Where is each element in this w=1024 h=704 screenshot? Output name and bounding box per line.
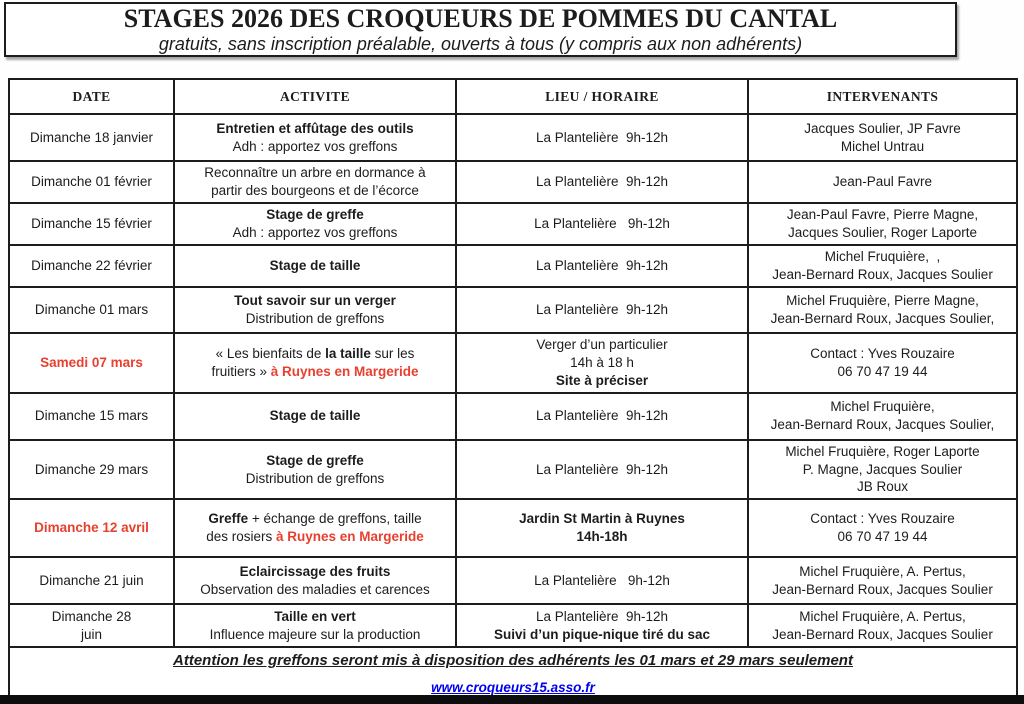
- activity-text-line: des rosiers à Ruynes en Margeride: [206, 529, 424, 545]
- date-cell: [9, 287, 174, 333]
- intervenants-cell: [748, 203, 1017, 245]
- date-cell: [9, 333, 174, 393]
- date-text-line: juin: [80, 626, 102, 642]
- activity-cell: [174, 440, 456, 500]
- table-row: [9, 499, 1017, 557]
- table-row: [9, 440, 1017, 500]
- date-cell: [9, 557, 174, 604]
- activity-cell: [174, 203, 456, 245]
- activity-cell: [174, 333, 456, 393]
- lieu-text-line: Site à préciser: [555, 372, 649, 388]
- activity-text-line: fruitiers » à Ruynes en Margeride: [211, 363, 419, 379]
- intervenants-text-line: Jean-Paul Favre: [832, 173, 933, 189]
- intervenants-cell: [748, 393, 1017, 440]
- date-text-line: Samedi 07 mars: [40, 354, 143, 370]
- intervenants-cell: [748, 245, 1017, 287]
- activity-text-line: Adh : apportez vos greffons: [232, 224, 398, 240]
- table-header-row: [9, 79, 1017, 114]
- lieu-text-line: La Plantelière 9h-12h: [535, 301, 669, 317]
- lieu-cell: [456, 333, 748, 393]
- activity-text-line: Distribution de greffons: [245, 470, 385, 486]
- activity-text-line: Stage de taille: [269, 408, 361, 424]
- lieu-text-line: Jardin St Martin à Ruynes: [519, 511, 685, 527]
- date-cell: [9, 440, 174, 500]
- intervenants-cell: [748, 557, 1017, 604]
- lieu-cell: [456, 203, 748, 245]
- date-text-line: Dimanche 01 février: [31, 173, 152, 189]
- date-text-line: Dimanche 28: [51, 608, 132, 624]
- activity-text-line: Stage de greffe: [266, 452, 364, 468]
- table-row: [9, 557, 1017, 604]
- column-header-date: DATE: [9, 79, 174, 114]
- intervenants-cell: [748, 333, 1017, 393]
- date-cell: [9, 114, 174, 161]
- page-subtitle: gratuits, sans inscription préalable, ouverts à tous (y compris aux non adhérents): [158, 33, 803, 54]
- activity-text-line: Stage de greffe: [266, 206, 364, 222]
- intervenants-text-line: Michel Fruquière,: [830, 399, 935, 415]
- date-text-line: Dimanche 12 avril: [34, 520, 149, 536]
- activity-text-line: Entretien et affûtage des outils: [216, 120, 414, 136]
- activity-text-line: « Les bienfaits de la taille sur les: [215, 345, 415, 361]
- column-header-intervenants: INTERVENANTS: [748, 79, 1017, 114]
- lieu-text-line: La Plantelière 9h-12h: [535, 257, 669, 273]
- table-row: [9, 393, 1017, 440]
- lieu-text-line: La Plantelière 9h-12h: [535, 129, 669, 145]
- lieu-text-line: 14h-18h: [576, 529, 628, 545]
- table-row: [9, 203, 1017, 245]
- intervenants-cell: [748, 604, 1017, 647]
- lieu-text-line: La Plantelière 9h-12h: [535, 408, 669, 424]
- intervenants-text-line: 06 70 47 19 44: [837, 529, 928, 545]
- intervenants-text-line: Michel Fruquière, Pierre Magne,: [786, 292, 979, 308]
- lieu-cell: [456, 114, 748, 161]
- date-text-line: Dimanche 01 mars: [34, 301, 149, 317]
- activity-text-line: Influence majeure sur la production: [209, 626, 421, 642]
- intervenants-cell: [748, 114, 1017, 161]
- lieu-text-line: Verger d’un particulier: [536, 336, 668, 352]
- lieu-text-line: La Plantelière 9h-12h: [535, 608, 669, 624]
- activity-text-line: Tout savoir sur un verger: [234, 292, 396, 308]
- intervenants-cell: [748, 161, 1017, 203]
- table-row: [9, 333, 1017, 393]
- intervenants-text-line: Contact : Yves Rouzaire: [810, 511, 955, 527]
- date-text-line: Dimanche 22 février: [31, 257, 152, 273]
- date-text-line: Dimanche 15 mars: [34, 408, 149, 424]
- intervenants-text-line: Jean-Bernard Roux, Jacques Soulier: [772, 626, 993, 642]
- schedule-table: [8, 78, 1018, 703]
- date-cell: [9, 203, 174, 245]
- activity-text-line: Distribution de greffons: [245, 310, 385, 326]
- lieu-cell: [456, 499, 748, 557]
- activity-cell: [174, 245, 456, 287]
- date-cell: [9, 245, 174, 287]
- activity-text-line: Eclaircissage des fruits: [239, 563, 391, 579]
- intervenants-text-line: Jean-Paul Favre, Pierre Magne,: [786, 206, 979, 222]
- activity-cell: [174, 604, 456, 647]
- intervenants-text-line: P. Magne, Jacques Soulier: [802, 461, 963, 477]
- intervenants-text-line: Michel Fruquière, A. Pertus,: [799, 608, 966, 624]
- activity-text-line: Greffe + échange de greffons, taille: [208, 511, 422, 527]
- intervenants-text-line: 06 70 47 19 44: [837, 363, 928, 379]
- date-cell: [9, 161, 174, 203]
- lieu-text-line: 14h à 18 h: [570, 354, 634, 370]
- table-row: [9, 161, 1017, 203]
- lieu-text-line: La Plantelière 9h-12h: [534, 572, 670, 588]
- table-row: [9, 287, 1017, 333]
- title-box: [4, 2, 957, 57]
- activity-cell: [174, 393, 456, 440]
- activity-text-line: Stage de taille: [269, 257, 361, 273]
- lieu-cell: [456, 161, 748, 203]
- lieu-cell: [456, 393, 748, 440]
- intervenants-cell: [748, 499, 1017, 557]
- activity-text-line: Taille en vert: [274, 608, 356, 624]
- intervenants-text-line: Jacques Soulier, Roger Laporte: [787, 224, 978, 240]
- intervenants-text-line: Jean-Bernard Roux, Jacques Soulier: [772, 266, 993, 282]
- date-text-line: Dimanche 15 février: [31, 215, 152, 231]
- intervenants-text-line: Michel Untrau: [840, 138, 925, 154]
- lieu-cell: [456, 557, 748, 604]
- intervenants-text-line: Jean-Bernard Roux, Jacques Soulier,: [770, 417, 995, 433]
- date-text-line: Dimanche 21 juin: [39, 572, 144, 588]
- table-row: [9, 114, 1017, 161]
- intervenants-text-line: Jacques Soulier, JP Favre: [804, 120, 961, 136]
- column-header-lieu-horaire: LIEU / HORAIRE: [456, 79, 748, 114]
- lieu-text-line: La Plantelière 9h-12h: [534, 215, 670, 231]
- lieu-cell: [456, 440, 748, 500]
- intervenants-text-line: Contact : Yves Rouzaire: [810, 345, 955, 361]
- date-cell: [9, 604, 174, 647]
- lieu-text-line: La Plantelière 9h-12h: [535, 173, 669, 189]
- activity-cell: [174, 557, 456, 604]
- activity-text-line: Adh : apportez vos greffons: [232, 138, 398, 154]
- activity-text-line: partir des bourgeons et de l’écorce: [211, 182, 419, 198]
- date-text-line: Dimanche 18 janvier: [29, 129, 154, 145]
- footer-notice: Attention les greffons seront mis à disposition des adhérents les 01 mars et 29 mars seulement: [173, 652, 853, 670]
- activity-cell: [174, 161, 456, 203]
- website-link[interactable]: www.croqueurs15.asso.fr: [431, 680, 595, 696]
- date-cell: [9, 393, 174, 440]
- page-title: STAGES 2026 DES CROQUEURS DE POMMES DU CANTAL: [123, 3, 838, 33]
- intervenants-text-line: Michel Fruquière, A. Pertus,: [799, 563, 966, 579]
- activity-cell: [174, 499, 456, 557]
- table-row: [9, 604, 1017, 647]
- bottom-scan-bar: [0, 695, 1024, 704]
- date-cell: [9, 499, 174, 557]
- activity-cell: [174, 287, 456, 333]
- column-header-activite: ACTIVITE: [174, 79, 456, 114]
- intervenants-text-line: Michel Fruquière, ,: [824, 248, 941, 264]
- intervenants-text-line: JB Roux: [856, 479, 909, 495]
- lieu-cell: [456, 287, 748, 333]
- lieu-cell: [456, 604, 748, 647]
- intervenants-text-line: Jean-Bernard Roux, Jacques Soulier,: [770, 310, 995, 326]
- date-text-line: Dimanche 29 mars: [34, 461, 149, 477]
- intervenants-text-line: Jean-Bernard Roux, Jacques Soulier: [772, 581, 993, 597]
- lieu-text-line: Suivi d’un pique-nique tiré du sac: [493, 626, 711, 642]
- intervenants-cell: [748, 440, 1017, 500]
- intervenants-cell: [748, 287, 1017, 333]
- lieu-cell: [456, 245, 748, 287]
- activity-cell: [174, 114, 456, 161]
- lieu-text-line: La Plantelière 9h-12h: [535, 461, 669, 477]
- intervenants-text-line: Michel Fruquière, Roger Laporte: [785, 443, 980, 459]
- activity-text-line: Reconnaître un arbre en dormance à: [204, 165, 426, 180]
- activity-text-line: Observation des maladies et carences: [200, 581, 430, 597]
- table-row: [9, 245, 1017, 287]
